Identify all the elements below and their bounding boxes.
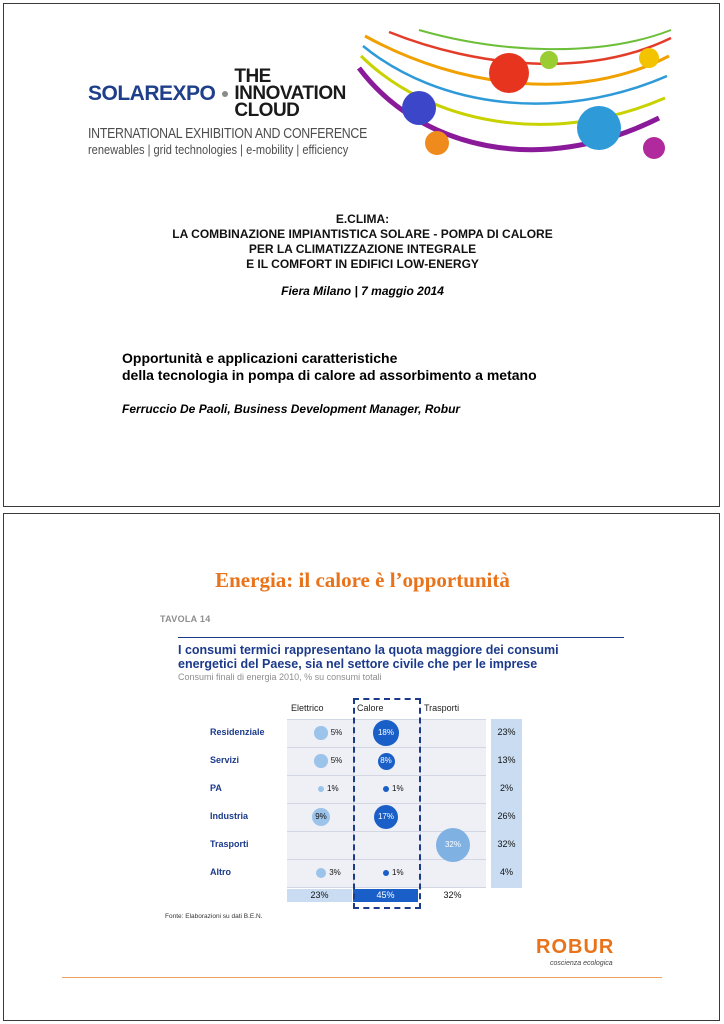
row-label: Servizi xyxy=(210,755,240,765)
data-label: 1% xyxy=(392,784,404,793)
conference-title-line-3: PER LA CLIMATIZZAZIONE INTEGRALE xyxy=(248,242,477,256)
data-label: 18% xyxy=(377,728,394,737)
row-label: Residenziale xyxy=(210,727,265,737)
footer-rule xyxy=(62,977,662,978)
innovation-cloud-line-1: THE xyxy=(234,66,271,87)
column-header: Trasporti xyxy=(424,703,460,713)
data-label: 32% xyxy=(444,840,461,849)
data-label: 17% xyxy=(377,812,394,821)
data-label: 3% xyxy=(329,868,341,877)
data-bubble xyxy=(314,754,327,767)
table-number: TAVOLA 14 xyxy=(160,614,211,624)
highlight-calore-column xyxy=(353,698,421,909)
slide-energy-chart xyxy=(3,513,720,1021)
data-bubble xyxy=(314,726,327,739)
sectors-line: renewables | grid technologies | e-mobility | efficiency xyxy=(88,142,349,157)
talk-title-line-2: della tecnologia in pompa di calore ad assorbimento a metano xyxy=(122,367,537,383)
slide-title-page xyxy=(3,3,720,507)
conference-title-line-2: LA COMBINAZIONE IMPIANTISTICA SOLARE - POMPA DI CALORE xyxy=(172,227,553,241)
column-total: 45% xyxy=(353,889,418,902)
innovation-cloud-line-3: CLOUD xyxy=(234,100,300,121)
solarexpo-logo xyxy=(88,68,346,119)
talk-title xyxy=(122,350,537,384)
row-label: Industria xyxy=(210,811,249,821)
venue-date: Fiera Milano | 7 maggio 2014 xyxy=(281,284,444,298)
innovation-cloud-swirl-logo xyxy=(349,28,679,178)
data-label: 5% xyxy=(330,756,343,765)
chart-headline-line-2: energetici del Paese, sia nel settore civile che per le imprese xyxy=(178,657,538,671)
column-header: Calore xyxy=(357,703,384,713)
row-total: 4% xyxy=(499,867,513,877)
conference-title-line-4: E IL COMFORT IN EDIFICI LOW-ENERGY xyxy=(246,257,479,271)
slide-title: Energia: il calore è l’opportunità xyxy=(215,568,510,592)
chart-headline xyxy=(178,643,559,671)
conference-title-line-1: E.CLIMA: xyxy=(335,212,390,226)
row-label: Altro xyxy=(210,867,231,877)
row-totals-column xyxy=(491,719,522,888)
row-total: 13% xyxy=(497,755,516,765)
exhibition-subtitle: INTERNATIONAL EXHIBITION AND CONFERENCE xyxy=(88,126,368,142)
chart-subheading: Consumi finali di energia 2010, % su consumi totali xyxy=(178,672,382,682)
data-bubble xyxy=(318,786,324,792)
column-total: 32% xyxy=(443,890,462,900)
row-total: 2% xyxy=(499,783,513,793)
column-header: Elettrico xyxy=(291,703,324,713)
column-total: 23% xyxy=(287,889,352,902)
data-label: 9% xyxy=(315,812,327,821)
robur-logo: ROBUR xyxy=(536,936,615,958)
headline-rule xyxy=(178,637,624,638)
row-label: PA xyxy=(210,783,222,793)
logo-separator-dot xyxy=(222,91,228,97)
row-total: 32% xyxy=(497,839,516,849)
data-label: 5% xyxy=(330,728,343,737)
row-total: 23% xyxy=(497,727,516,737)
speaker-name: Ferruccio De Paoli, Business Development Manager, Robur xyxy=(122,402,461,416)
row-total: 26% xyxy=(497,811,516,821)
data-label: 8% xyxy=(380,756,392,765)
source-note: Fonte: Elaborazioni su dati B.E.N. xyxy=(165,913,263,920)
data-label: 1% xyxy=(392,868,404,877)
row-label: Trasporti xyxy=(210,839,249,849)
conference-title xyxy=(4,212,721,272)
talk-title-line-1: Opportunità e applicazioni caratteristiche xyxy=(122,350,398,366)
solarexpo-wordmark: SOLAREXPO xyxy=(88,81,216,105)
innovation-cloud-wordmark xyxy=(234,68,345,119)
data-label: 1% xyxy=(327,784,339,793)
robur-tagline: coscienza ecologica xyxy=(550,960,613,967)
innovation-cloud-line-2: INNOVATION xyxy=(234,83,346,104)
chart-headline-line-1: I consumi termici rappresentano la quota maggiore dei consumi xyxy=(178,643,559,657)
